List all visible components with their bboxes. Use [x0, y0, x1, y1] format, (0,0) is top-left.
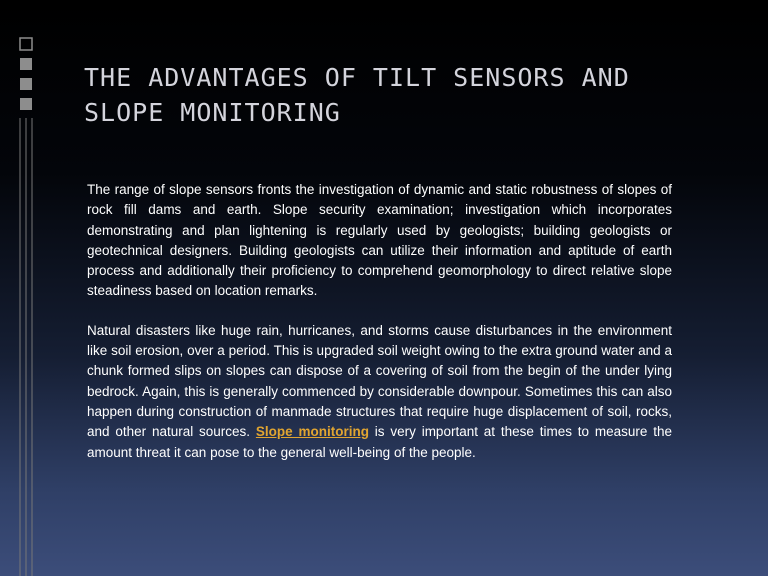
deco-square-1	[20, 38, 32, 50]
paragraph-1: The range of slope sensors fronts the investigation of dynamic and static robustness of slopes of rock fill dams and earth. Slope security examination; investigation which incorporates demonstrating and plan lightening is regularly used by geologists; building geologists or geotechnical designers. Building geologists can utilize their information and aptitude of earth process and additionally their proficiency to comprehend geomorphology to direct relative slope steadiness based on location remarks.	[87, 182, 672, 299]
deco-square-4	[20, 98, 32, 110]
deco-square-3	[20, 78, 32, 90]
paragraph-2	[87, 321, 672, 463]
left-decoration	[0, 0, 60, 576]
paragraph-2-before: Natural disasters like huge rain, hurricanes, and storms cause disturbances in the environment like soil erosion, over a period. This is upgraded soil weight owing to the extra ground water and a chunk formed slips on slopes can dispose of a covering of soil from the begin of the under lying bedrock. Again, this is generally commenced by considerable downpour. Sometimes this can also happen during construction of manmade structures that require huge displacement of soil, rocks, and other natural sources.	[87, 322, 672, 440]
slope-monitoring-link[interactable]: Slope monitoring	[255, 424, 369, 440]
deco-square-2	[20, 58, 32, 70]
slide-body	[87, 180, 672, 463]
slide-title: THE ADVANTAGES OF TILT SENSORS AND SLOPE MONITORING	[84, 63, 630, 127]
paragraph-2-after: is very important at these times to measure the amount threat it can pose to the general well-being of the people.	[87, 424, 672, 460]
